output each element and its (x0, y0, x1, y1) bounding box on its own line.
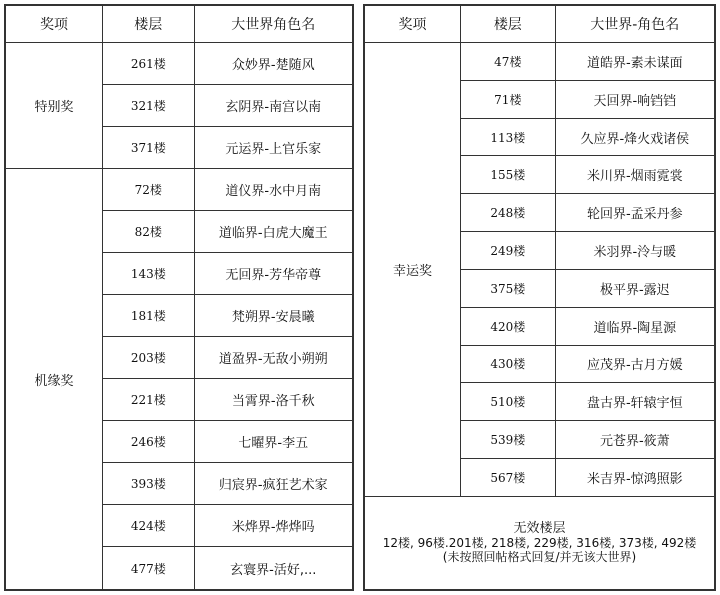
character-cell: 玄寰界-活好,... (194, 547, 353, 590)
floor-cell: 47楼 (461, 43, 556, 81)
character-cell: 久应界-烽火戏诸侯 (555, 118, 715, 156)
table-row (5, 169, 353, 211)
character-cell: 道皓界-素未谋面 (555, 43, 715, 81)
character-cell: 米吉界-惊鸿照影 (555, 458, 715, 496)
left-award-table (4, 4, 354, 591)
character-cell: 盘古界-轩辕宇恒 (555, 383, 715, 421)
character-cell: 天回界-响铛铛 (555, 80, 715, 118)
character-cell: 极平界-露迟 (555, 269, 715, 307)
floor-cell: 261楼 (103, 43, 195, 85)
floor-cell: 203楼 (103, 337, 195, 379)
floor-cell: 430楼 (461, 345, 556, 383)
character-cell: 玄阴界-南宫以南 (194, 85, 353, 127)
invalid-floors-row (364, 496, 715, 590)
character-cell: 米川界-烟雨霓裳 (555, 156, 715, 194)
floor-cell: 72楼 (103, 169, 195, 211)
invalid-floors-list: 12楼, 96楼.201楼, 218楼, 229楼, 316楼, 373楼, 492楼 (382, 535, 697, 550)
table-header-row (364, 5, 715, 43)
table-row (364, 43, 715, 81)
floor-cell: 371楼 (103, 127, 195, 169)
floor-cell: 155楼 (461, 156, 556, 194)
character-cell: 众妙界-楚随风 (194, 43, 353, 85)
character-cell: 道仪界-水中月南 (194, 169, 353, 211)
character-cell: 当霄界-洛千秋 (194, 379, 353, 421)
right-award-table (363, 4, 716, 591)
header-character-name: 大世界角色名 (194, 5, 353, 43)
floor-cell: 420楼 (461, 307, 556, 345)
floor-cell: 221楼 (103, 379, 195, 421)
invalid-floors-title: 无效楼层 (513, 520, 566, 536)
floor-cell: 477楼 (103, 547, 195, 590)
floor-cell: 249楼 (461, 232, 556, 270)
character-cell: 米羽界-泠与暖 (555, 232, 715, 270)
floor-cell: 246楼 (103, 421, 195, 463)
floor-cell: 143楼 (103, 253, 195, 295)
character-cell: 无回界-芳华帝尊 (194, 253, 353, 295)
character-cell: 米烨界-烨烨吗 (194, 505, 353, 547)
character-cell: 道盈界-无敌小朔朔 (194, 337, 353, 379)
floor-cell: 248楼 (461, 194, 556, 232)
floor-cell: 181楼 (103, 295, 195, 337)
character-cell: 归宸界-疯狂艺术家 (194, 463, 353, 505)
character-cell: 道临界-陶星源 (555, 307, 715, 345)
award-lucky: 幸运奖 (364, 43, 461, 497)
invalid-floors-note (364, 496, 715, 590)
character-cell: 七曜界-李五 (194, 421, 353, 463)
table-header-row (5, 5, 353, 43)
invalid-floors-reason: (未按照回帖格式回复/并无该大世界) (442, 549, 637, 564)
header-floor: 楼层 (103, 5, 195, 43)
floor-cell: 113楼 (461, 118, 556, 156)
floor-cell: 71楼 (461, 80, 556, 118)
header-floor: 楼层 (461, 5, 556, 43)
table-row (5, 43, 353, 85)
character-cell: 元运界-上官乐家 (194, 127, 353, 169)
header-award: 奖项 (5, 5, 103, 43)
floor-cell: 375楼 (461, 269, 556, 307)
character-cell: 道临界-白虎大魔王 (194, 211, 353, 253)
floor-cell: 393楼 (103, 463, 195, 505)
character-cell: 轮回界-孟采丹参 (555, 194, 715, 232)
character-cell: 元苍界-筱萧 (555, 421, 715, 459)
header-award: 奖项 (364, 5, 461, 43)
character-cell: 应茂界-古月方媛 (555, 345, 715, 383)
floor-cell: 321楼 (103, 85, 195, 127)
floor-cell: 82楼 (103, 211, 195, 253)
award-special: 特别奖 (5, 43, 103, 169)
header-character-name: 大世界-角色名 (555, 5, 715, 43)
award-fortune: 机缘奖 (5, 169, 103, 590)
floor-cell: 539楼 (461, 421, 556, 459)
floor-cell: 567楼 (461, 458, 556, 496)
floor-cell: 510楼 (461, 383, 556, 421)
floor-cell: 424楼 (103, 505, 195, 547)
character-cell: 梵朔界-安晨曦 (194, 295, 353, 337)
